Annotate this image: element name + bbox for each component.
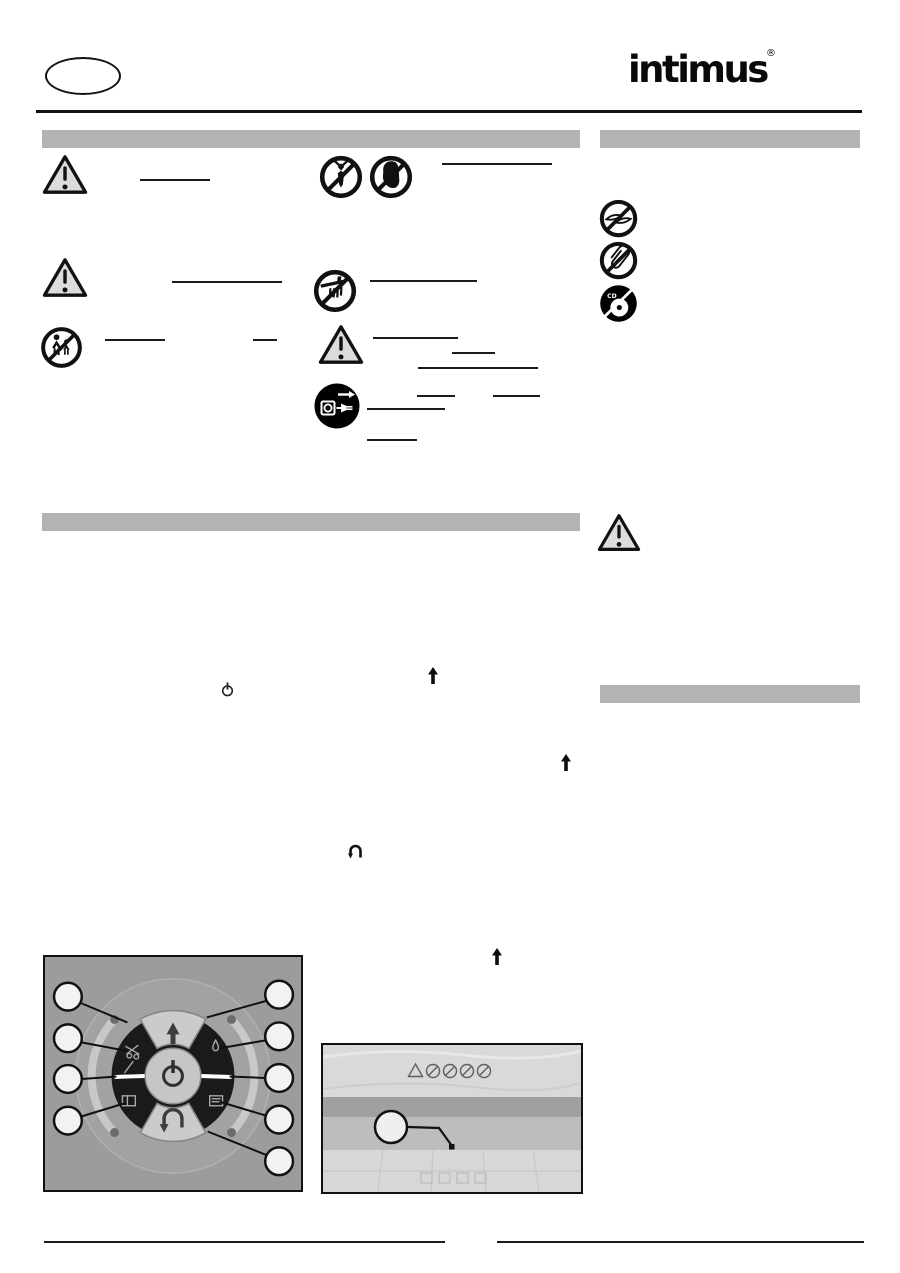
no-knives-icon — [599, 199, 638, 238]
text-underline — [253, 339, 277, 341]
text-underline — [140, 179, 210, 181]
section-header-bar-left-1 — [42, 130, 580, 148]
text-underline — [373, 337, 458, 339]
no-necktie-icon — [319, 155, 363, 199]
up-arrow-glyph — [492, 948, 502, 965]
model-name-oval — [45, 57, 121, 95]
warning-triangle-icon — [318, 324, 364, 366]
callout-line-white-right — [201, 1076, 232, 1077]
no-cds-icon — [599, 284, 638, 323]
no-hand-in-slot-icon — [313, 269, 357, 313]
warning-triangle-icon — [42, 257, 88, 299]
power-symbol-glyph — [221, 682, 234, 697]
section-header-bar-right-2 — [600, 685, 860, 703]
text-underline — [442, 163, 552, 165]
brand-logo-text: intimus — [628, 48, 767, 91]
no-paper-clips-icon — [599, 241, 638, 280]
up-arrow-glyph — [428, 667, 438, 684]
section-header-bar-left-2 — [42, 513, 580, 531]
header-rule — [36, 110, 862, 113]
registered-trademark-mark: ® — [766, 48, 776, 59]
footer-rule-left — [44, 1241, 445, 1243]
text-underline — [417, 395, 455, 397]
text-underline — [172, 281, 282, 283]
text-underline — [418, 367, 538, 369]
warning-triangle-icon — [42, 154, 88, 196]
reverse-arrow-glyph — [348, 842, 363, 859]
up-arrow-glyph — [561, 754, 571, 771]
no-children-icon — [40, 326, 83, 369]
text-underline — [367, 439, 417, 441]
section-header-bar-right-1 — [600, 130, 860, 148]
text-underline — [370, 280, 477, 282]
text-underline — [452, 352, 495, 354]
brand-logo — [628, 48, 776, 92]
control-panel-photo — [43, 955, 303, 1192]
feed-slot-opening — [323, 1097, 581, 1117]
text-underline — [367, 408, 445, 410]
text-underline — [493, 395, 540, 397]
text-underline — [105, 339, 165, 341]
feed-slot-graphic — [323, 1045, 581, 1192]
no-long-hair-icon — [369, 155, 413, 199]
warning-triangle-icon — [597, 513, 641, 553]
callout-line-white-left — [115, 1076, 146, 1077]
footer-rule-right — [497, 1241, 864, 1243]
control-panel-graphic — [45, 957, 301, 1190]
disconnect-plug-icon — [313, 382, 361, 430]
callout-circle — [375, 1111, 407, 1143]
feed-slot-photo — [321, 1043, 583, 1194]
power-button — [145, 1048, 201, 1104]
